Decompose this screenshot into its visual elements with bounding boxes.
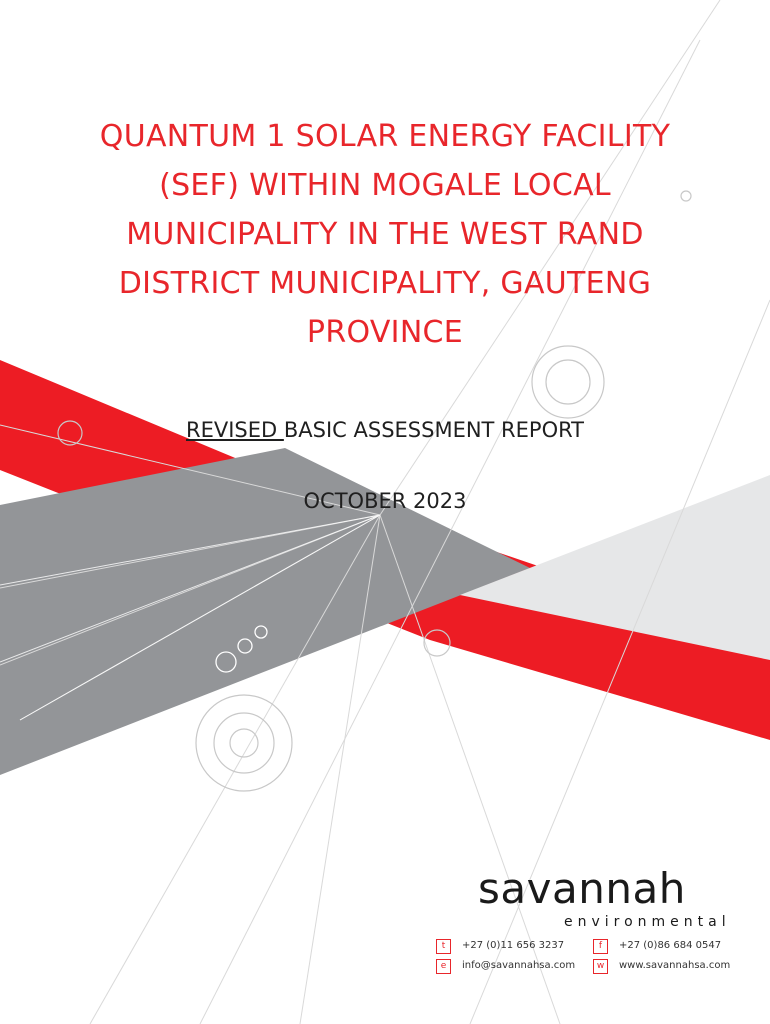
contact-email[interactable]: info@savannahsa.com bbox=[462, 960, 576, 971]
title-line-5: PROVINCE bbox=[306, 315, 464, 350]
report-date: OCTOBER 2023 bbox=[303, 489, 467, 513]
title-line-1: QUANTUM 1 SOLAR ENERGY FACILITY bbox=[99, 119, 671, 154]
email-icon: e bbox=[436, 959, 451, 974]
title-line-2: (SEF) WITHIN MOGALE LOCAL bbox=[159, 168, 611, 203]
contact-website[interactable]: www.savannahsa.com bbox=[619, 960, 731, 971]
fax-icon: f bbox=[593, 939, 608, 954]
subtitle-rest: BASIC ASSESSMENT REPORT bbox=[283, 418, 584, 442]
logo-wordmark: savannah bbox=[478, 864, 686, 913]
subtitle-revised: REVISED bbox=[185, 418, 284, 442]
telephone-icon: t bbox=[436, 939, 451, 954]
savannah-logo bbox=[478, 864, 731, 932]
website-icon: w bbox=[593, 959, 608, 974]
title-line-4: DISTRICT MUNICIPALITY, GAUTENG bbox=[118, 266, 652, 301]
contact-fax: +27 (0)86 684 0547 bbox=[619, 940, 722, 951]
contact-telephone: +27 (0)11 656 3237 bbox=[462, 940, 565, 951]
title-line-3: MUNICIPALITY IN THE WEST RAND bbox=[126, 217, 644, 252]
logo-subtitle: environmental bbox=[564, 914, 731, 930]
report-subtitle bbox=[0, 418, 770, 442]
report-title bbox=[40, 112, 730, 357]
